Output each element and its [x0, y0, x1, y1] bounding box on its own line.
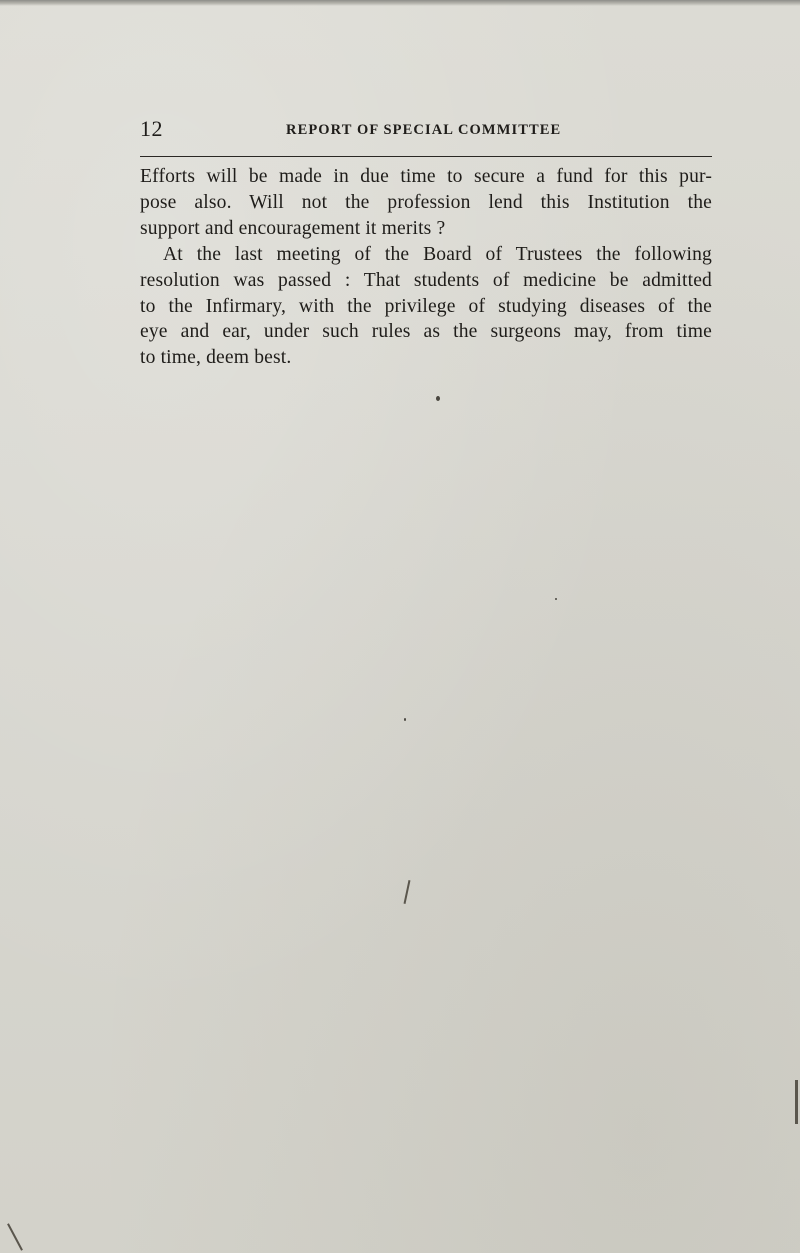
page-header: [140, 116, 712, 142]
paper-speck: [436, 396, 440, 401]
text-line: resolution was passed : That students of medicine be admitted: [140, 269, 712, 291]
text-line: to the Infirmary, with the privilege of studying diseases of the: [140, 295, 712, 317]
paper-speck: [555, 598, 557, 600]
text-line: pose also. Will not the profession lend this Institution the: [140, 191, 712, 213]
running-head: REPORT OF SPECIAL COMMITTEE: [286, 122, 562, 138]
text-line: to time, deem best.: [140, 347, 292, 369]
paper-mark: [404, 880, 411, 904]
page-number: 12: [140, 116, 163, 141]
text-line: support and encouragement it merits ?: [140, 217, 446, 239]
page-top-edge: [0, 0, 800, 6]
paper-speck: [404, 718, 406, 721]
paragraph-first-line: At the last meeting of the Board of Trustees the following: [163, 243, 712, 265]
text-line: Efforts will be made in due time to secure a fund for this pur-: [140, 166, 712, 187]
body-text: [140, 164, 712, 371]
paper-mark: [795, 1080, 798, 1124]
header-rule: [140, 156, 712, 157]
paper-mark: [7, 1223, 23, 1250]
text-line: eye and ear, under such rules as the surgeons may, from time: [140, 321, 712, 343]
